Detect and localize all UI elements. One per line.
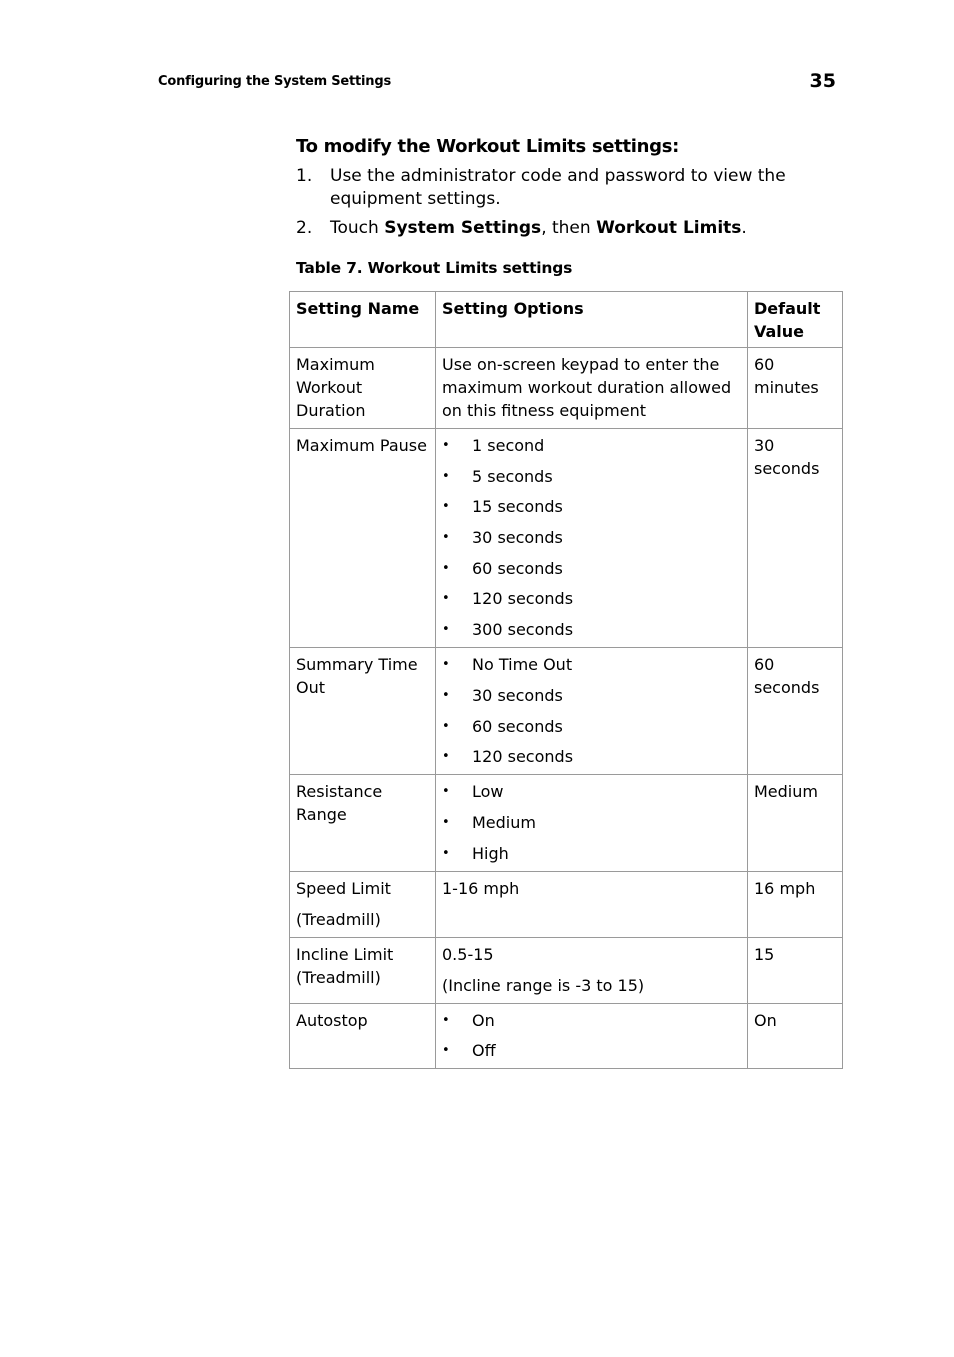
option-list — [442, 780, 741, 864]
table-row — [290, 937, 843, 1003]
step-text-part: Touch — [330, 218, 385, 238]
option-label: 30 seconds — [472, 528, 563, 548]
list-item — [442, 1009, 741, 1032]
option-label: 60 seconds — [472, 558, 563, 578]
option-label: 120 seconds — [472, 747, 574, 767]
table-row — [290, 429, 843, 648]
system-settings-term: System Settings — [384, 218, 542, 238]
procedure-heading: To modify the Workout Limits settings: — [296, 136, 680, 157]
option-list — [442, 653, 741, 768]
step-text: Use the administrator code and password to view the equipment settings. — [330, 166, 786, 209]
list-item — [442, 465, 741, 488]
option-list — [442, 434, 741, 641]
running-header: Configuring the System Settings — [158, 74, 392, 89]
bullet-icon: • — [442, 530, 450, 546]
setting-options-cell — [436, 937, 748, 1003]
bullet-icon: • — [442, 784, 450, 800]
page-number: 35 — [809, 70, 836, 92]
setting-options-cell — [436, 775, 748, 871]
list-item — [442, 587, 741, 610]
list-item — [442, 434, 741, 457]
default-value-cell: 16 mph — [748, 871, 843, 937]
default-value-cell: 60 minutes — [748, 348, 843, 429]
step-number: 1. — [296, 166, 313, 186]
option-label: 15 seconds — [472, 497, 563, 517]
bullet-icon: • — [442, 499, 450, 515]
list-item — [442, 557, 741, 580]
list-item — [442, 1039, 741, 1062]
list-item — [442, 618, 741, 641]
option-label: Medium — [472, 812, 536, 832]
list-item — [442, 495, 741, 518]
workout-limits-term: Workout Limits — [596, 218, 742, 238]
list-item — [442, 526, 741, 549]
list-item — [442, 811, 741, 834]
default-value-cell: 60 seconds — [748, 648, 843, 775]
list-item — [442, 780, 741, 803]
setting-option-line: (Incline range is -3 to 15) — [442, 975, 645, 995]
setting-name-line: Speed Limit — [296, 878, 391, 898]
table-row — [290, 648, 843, 775]
setting-name-cell: Incline Limit (Treadmill) — [290, 937, 436, 1003]
default-value-cell: 30 seconds — [748, 429, 843, 648]
step-text — [330, 217, 836, 240]
setting-name-cell: Autostop — [290, 1003, 436, 1069]
header-setting-options: Setting Options — [436, 292, 748, 348]
option-label: Off — [472, 1041, 496, 1061]
option-label: On — [472, 1010, 495, 1030]
setting-name-cell: Resistance Range — [290, 775, 436, 871]
bullet-icon: • — [442, 560, 450, 576]
default-value-cell: On — [748, 1003, 843, 1069]
setting-options-cell: Use on-screen keypad to enter the maximum workout duration allowed on this fitness equipment — [436, 348, 748, 429]
option-label: 60 seconds — [472, 716, 563, 736]
step-number: 2. — [296, 218, 313, 238]
step-text-part: . — [741, 218, 747, 238]
option-label: Low — [472, 782, 504, 802]
table-row — [290, 871, 843, 937]
bullet-icon: • — [442, 468, 450, 484]
table-row — [290, 1003, 843, 1069]
setting-option-line: 0.5-15 — [442, 944, 494, 964]
option-label: 120 seconds — [472, 589, 574, 609]
setting-name-line: (Treadmill) — [296, 909, 381, 929]
setting-name-cell: Summary Time Out — [290, 648, 436, 775]
setting-name-cell: Maximum Workout Duration — [290, 348, 436, 429]
option-label: 30 seconds — [472, 685, 563, 705]
bullet-icon: • — [442, 622, 450, 638]
list-item — [442, 684, 741, 707]
default-value-cell: Medium — [748, 775, 843, 871]
setting-options-cell — [436, 648, 748, 775]
table-header-row — [290, 292, 843, 348]
bullet-icon: • — [442, 657, 450, 673]
procedure-steps — [296, 165, 836, 246]
table-caption: Table 7. Workout Limits settings — [296, 259, 573, 277]
option-label: 5 seconds — [472, 466, 553, 486]
bullet-icon: • — [442, 845, 450, 861]
setting-options-cell — [436, 1003, 748, 1069]
header-setting-name: Setting Name — [290, 292, 436, 348]
setting-name-cell: Maximum Pause — [290, 429, 436, 648]
list-item — [442, 653, 741, 676]
header-default-value: Default Value — [748, 292, 843, 348]
bullet-icon: • — [442, 438, 450, 453]
option-label: High — [472, 843, 509, 863]
list-item — [442, 842, 741, 865]
option-label: 300 seconds — [472, 620, 574, 640]
bullet-icon: • — [442, 687, 450, 703]
step-2 — [296, 217, 836, 240]
step-text-part: , then — [541, 218, 597, 238]
setting-options-cell — [436, 429, 748, 648]
bullet-icon: • — [442, 1012, 450, 1028]
option-list — [442, 1009, 741, 1063]
default-value-cell: 15 — [748, 937, 843, 1003]
setting-name-cell — [290, 871, 436, 937]
option-label: No Time Out — [472, 655, 573, 675]
bullet-icon: • — [442, 814, 450, 830]
step-1 — [296, 165, 836, 211]
setting-options-cell: 1-16 mph — [436, 871, 748, 937]
bullet-icon: • — [442, 718, 450, 734]
list-item — [442, 715, 741, 738]
bullet-icon: • — [442, 1043, 450, 1059]
table-row — [290, 348, 843, 429]
option-label: 1 second — [472, 436, 545, 455]
list-item — [442, 745, 741, 768]
workout-limits-table — [289, 291, 843, 1069]
bullet-icon: • — [442, 749, 450, 765]
bullet-icon: • — [442, 591, 450, 607]
table-row — [290, 775, 843, 871]
